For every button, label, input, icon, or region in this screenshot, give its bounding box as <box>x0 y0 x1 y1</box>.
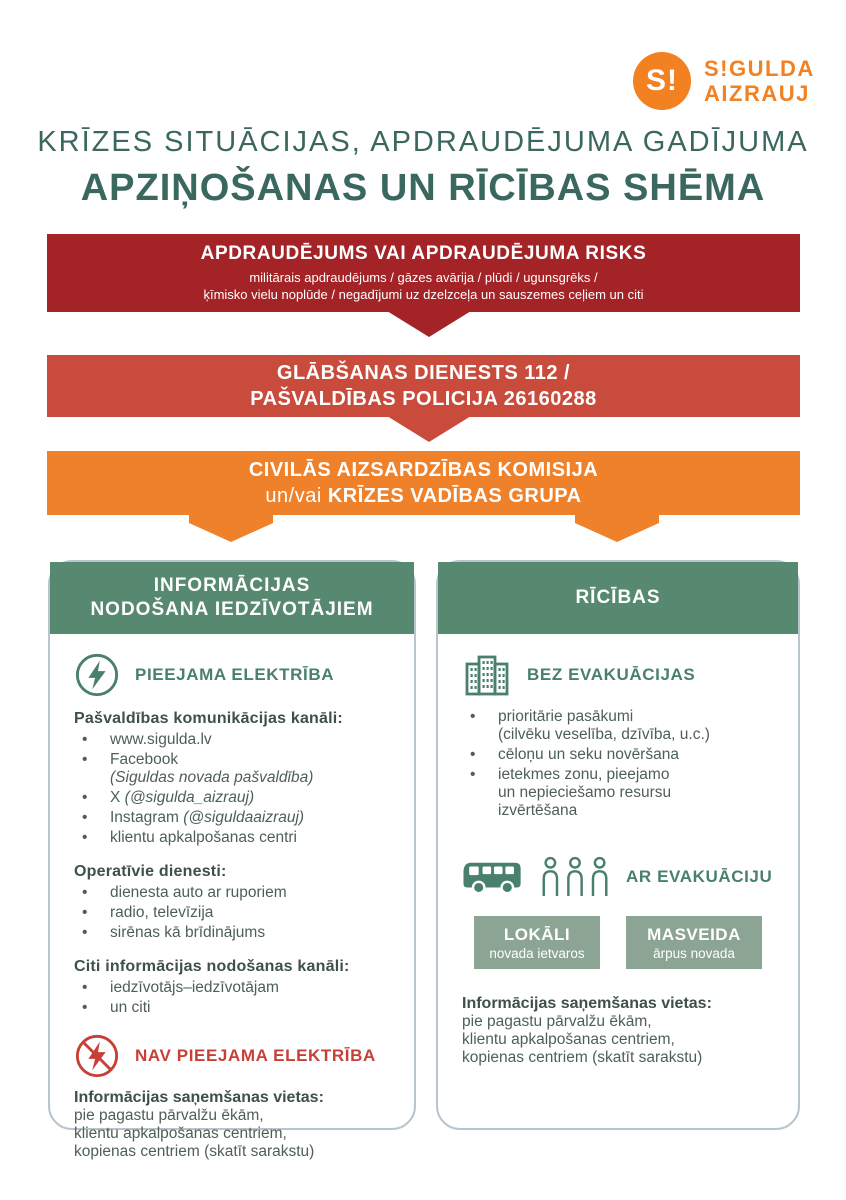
banner-commission-line1: CIVILĀS AIZSARDZĪBAS KOMISIJA <box>248 459 599 481</box>
card-information-header-line1: INFORMĀCIJAS <box>153 575 311 596</box>
channel-instagram: Instagram <box>110 809 184 826</box>
sigulda-logo-circle <box>633 52 691 110</box>
banner-commission <box>47 451 800 515</box>
banner-commission-line2-bold: KRĪZES VADĪBAS GRUPA <box>327 485 582 507</box>
power-available-row <box>74 652 390 698</box>
channel-x: X <box>110 789 125 806</box>
list-item: • cēloņu un seku novēršana <box>462 746 774 764</box>
info-places-block <box>74 1089 390 1161</box>
no-evacuation-label: BEZ EVAKUĀCIJAS <box>527 665 696 684</box>
operational-list <box>74 884 390 942</box>
card-actions <box>436 560 800 1130</box>
list-item: • iedzīvotājs–iedzīvotājam <box>74 979 390 997</box>
channel-website: www.sigulda.lv <box>110 731 212 748</box>
evacuation-boxes <box>462 916 774 969</box>
card-information-body <box>50 634 414 1161</box>
card-actions-body <box>438 634 798 1067</box>
list-item: • un citi <box>74 999 390 1017</box>
banner-commission-line2-regular: un/vai <box>265 485 328 507</box>
power-unavailable-row <box>74 1033 390 1079</box>
flow-arrow-down-icon <box>387 416 471 442</box>
lightning-crossed-icon <box>74 1033 120 1079</box>
power-available-label: PIEEJAMA ELEKTRĪBA <box>135 665 335 684</box>
evacuation-box-local: LOKĀLI novada ietvaros <box>474 916 600 969</box>
page-title-line1: KRĪZES SITUĀCIJAS, APDRAUDĒJUMA GADĪJUMA <box>37 126 809 158</box>
list-item: • dienesta auto ar ruporiem <box>74 884 390 902</box>
operational-heading: Operatīvie dienesti: <box>74 863 227 880</box>
people-icon <box>539 856 611 898</box>
list-item <box>74 829 390 847</box>
list-item: • radio, televīzija <box>74 904 390 922</box>
power-unavailable-label: NAV PIEEJAMA ELEKTRĪBA <box>135 1046 376 1065</box>
page-title-line2: APZIŅOŠANAS UN RĪCĪBAS SHĒMA <box>80 167 766 209</box>
bus-icon <box>462 857 524 897</box>
card-actions-header <box>438 562 798 634</box>
channel-service-centers: klientu apkalpošanas centri <box>110 829 297 846</box>
evacuation-row <box>462 856 774 898</box>
banner-commission-line2 <box>47 483 800 509</box>
channels-heading: Pašvaldības komunikācijas kanāli: <box>74 710 343 727</box>
no-evacuation-row <box>462 652 774 698</box>
channel-facebook-note: (Siguldas novada pašvaldība) <box>110 769 314 786</box>
actions-list <box>462 708 774 820</box>
lightning-circle-icon <box>74 652 120 698</box>
banner-rescue-line2: PAŠVALDĪBAS POLICIJA 26160288 <box>250 388 597 410</box>
banner-threat-title: APDRAUDĒJUMS VAI APDRAUDĒJUMA RISKS <box>200 243 647 264</box>
list-item <box>74 809 390 827</box>
logo-wordmark-line2: AIZRAUJ <box>704 81 810 106</box>
list-item: • ietekmes zonu, pieejamo un nepieciešamo resursu izvērtēšana <box>462 766 774 820</box>
channel-x-note: (@sigulda_aizrauj) <box>124 789 255 806</box>
info-places-lines: pie pagastu pārvalžu ēkām, klientu apkalpošanas centriem, kopienas centriem (skatīt sarakstu) <box>462 1013 703 1066</box>
card-information-header <box>50 562 414 634</box>
list-item <box>74 731 390 749</box>
buildings-icon <box>462 652 512 698</box>
card-information-delivery <box>48 560 416 1160</box>
channel-instagram-note: (@siguldaaizrauj) <box>183 809 305 826</box>
banner-rescue <box>47 355 800 417</box>
flow-arrow-down-icon <box>575 514 659 542</box>
evacuation-label: AR EVAKUĀCIJU <box>626 867 773 886</box>
logo-wordmark-line1: S!GULDA <box>704 56 815 81</box>
banner-threat-sub2: ķīmisko vielu noplūde / negadījumi uz dzelzceļa un sauszemes ceļiem un citi <box>203 287 644 302</box>
page-title <box>0 126 846 210</box>
card-information-header-line2: NODOŠANA IEDZĪVOTĀJIEM <box>90 599 374 620</box>
list-item <box>74 789 390 807</box>
sigulda-logo <box>633 52 815 110</box>
banner-threat <box>47 234 800 312</box>
evacuation-box-mass: MASVEIDA ārpus novada <box>626 916 762 969</box>
flow-arrow-down-icon <box>387 311 471 337</box>
list-item <box>74 751 390 787</box>
logo-wordmark <box>704 56 815 106</box>
banner-threat-sub1: militārais apdraudējums / gāzes avārija / plūdi / ugunsgrēks / <box>249 270 598 285</box>
flow-arrow-down-icon <box>189 514 273 542</box>
info-places-heading: Informācijas saņemšanas vietas: <box>462 995 712 1012</box>
banner-rescue-line1: GLĀBŠANAS DIENESTS 112 / <box>276 362 571 384</box>
logo-mark-text: S! <box>646 64 678 97</box>
info-places-lines: pie pagastu pārvalžu ēkām, klientu apkalpošanas centriem, kopienas centriem (skatīt sarakstu) <box>74 1107 315 1160</box>
list-item: • sirēnas kā brīdinājums <box>74 924 390 942</box>
other-channels-heading: Citi informācijas nodošanas kanāli: <box>74 958 350 975</box>
info-places-heading: Informācijas saņemšanas vietas: <box>74 1089 324 1106</box>
card-actions-header-text: RĪCĪBAS <box>575 587 661 608</box>
other-channels-list <box>74 979 390 1017</box>
info-places-block <box>462 995 774 1067</box>
channel-facebook: Facebook <box>110 751 179 768</box>
channels-list <box>74 731 390 847</box>
list-item: • prioritārie pasākumi (cilvēku veselība, dzīvība, u.c.) <box>462 708 774 744</box>
